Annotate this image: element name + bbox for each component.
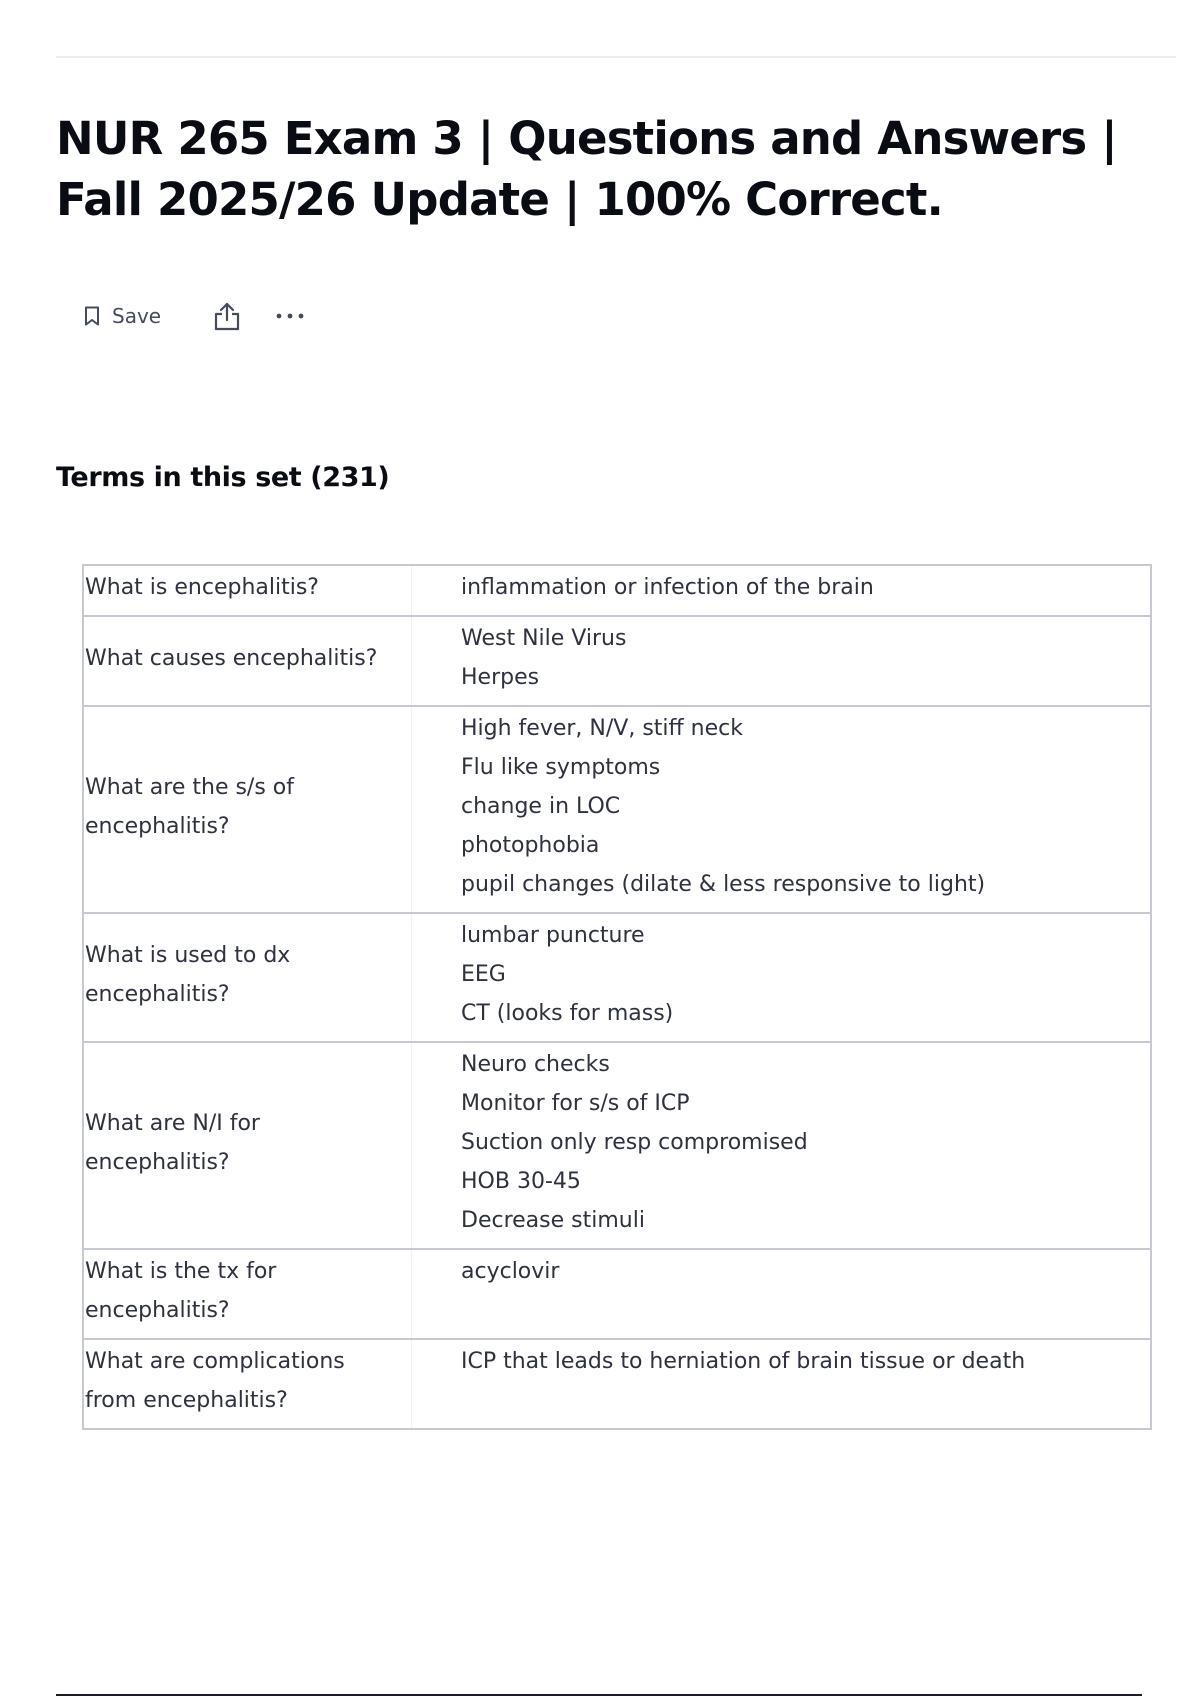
- term-text: encephalitis?: [85, 813, 230, 839]
- definition-line: High fever, N/V, stiff neck: [461, 716, 743, 741]
- term-text: What causes encephalitis?: [85, 645, 378, 671]
- more-options-button[interactable]: [275, 312, 305, 320]
- definition-line: pupil changes (dilate & less responsive to light): [461, 872, 986, 897]
- definition-line: change in LOC: [461, 794, 621, 819]
- definition-cell: [412, 1339, 1152, 1429]
- top-divider: [56, 56, 1176, 58]
- term-text: encephalitis?: [85, 1149, 230, 1175]
- table-row: [83, 1339, 1151, 1429]
- definition-cell: [412, 1249, 1152, 1339]
- bottom-divider: [56, 1694, 1142, 1696]
- table-row: [83, 616, 1151, 706]
- action-bar: [84, 296, 305, 336]
- definition-line: Decrease stimuli: [461, 1208, 645, 1233]
- definition-line: acyclovir: [461, 1259, 560, 1284]
- definition-line: West Nile Virus: [461, 626, 627, 651]
- term-cell: [83, 1339, 412, 1429]
- term-text: from encephalitis?: [85, 1388, 288, 1413]
- save-button[interactable]: [84, 304, 161, 328]
- term-cell: [83, 565, 412, 616]
- table-row: [83, 913, 1151, 1042]
- definition-line: Herpes: [461, 665, 540, 690]
- term-text: What are N/I for: [85, 1110, 260, 1136]
- definition-line: Neuro checks: [461, 1052, 610, 1077]
- save-label: Save: [112, 304, 162, 328]
- table-row: [83, 1249, 1151, 1339]
- term-text: What is the tx for: [85, 1259, 277, 1284]
- definition-line: CT (looks for mass): [461, 1001, 674, 1026]
- table-row: [83, 565, 1151, 616]
- definition-line: Flu like symptoms: [461, 755, 661, 780]
- definition-cell: [412, 913, 1152, 1042]
- definition-line: photophobia: [461, 833, 600, 858]
- definition-line: inflammation or infection of the brain: [461, 575, 874, 600]
- term-cell: [83, 913, 412, 1042]
- term-text: What are the s/s of: [85, 774, 294, 800]
- definition-cell: [412, 706, 1152, 913]
- terms-table: [82, 564, 1152, 1430]
- term-text: encephalitis?: [85, 1298, 230, 1323]
- term-text: What is encephalitis?: [85, 575, 319, 600]
- table-row: [83, 1042, 1151, 1249]
- definition-line: lumbar puncture: [461, 923, 645, 948]
- term-text: What are complications: [85, 1349, 345, 1374]
- table-row: [83, 706, 1151, 913]
- definition-line: HOB 30-45: [461, 1169, 581, 1194]
- term-cell: [83, 616, 412, 706]
- definition-cell: [412, 1042, 1152, 1249]
- share-button[interactable]: [213, 301, 241, 331]
- definition-line: EEG: [461, 962, 506, 987]
- term-cell: [83, 1042, 412, 1249]
- definition-cell: [412, 565, 1152, 616]
- more-options-icon: [275, 312, 305, 320]
- term-cell: [83, 706, 412, 913]
- terms-heading: Terms in this set (231): [56, 462, 390, 493]
- definition-line: ICP that leads to herniation of brain tissue or death: [461, 1349, 1026, 1374]
- page-title: NUR 265 Exam 3 | Questions and Answers | Fall 2025/26 Update | 100% Correct.: [56, 112, 1117, 226]
- definition-cell: [412, 616, 1152, 706]
- term-text: What is used to dx: [85, 942, 291, 968]
- share-icon: [213, 301, 241, 331]
- bookmark-icon: [84, 306, 112, 326]
- definition-line: Monitor for s/s of ICP: [461, 1091, 690, 1116]
- term-text: encephalitis?: [85, 981, 230, 1007]
- definition-line: Suction only resp compromised: [461, 1130, 808, 1155]
- term-cell: [83, 1249, 412, 1339]
